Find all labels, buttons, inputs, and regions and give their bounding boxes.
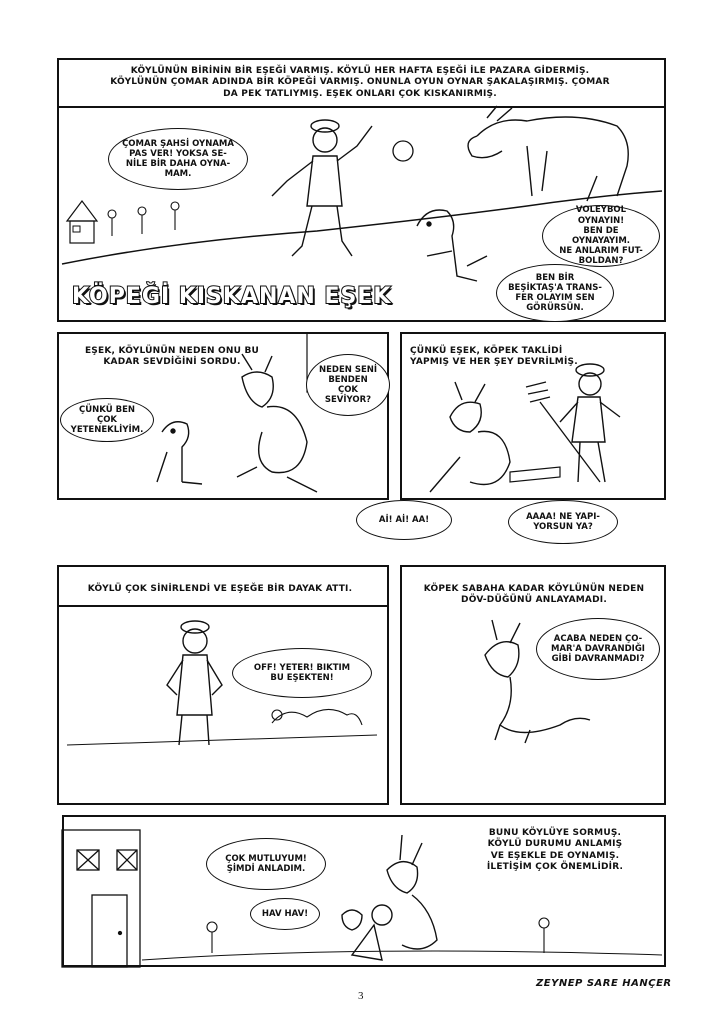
speech-bubble-villager: AAAA! NE YAPI- YORSUN YA? xyxy=(508,500,618,544)
author-name: ZEYNEP SARE HANÇER xyxy=(536,978,672,989)
speech-bubble-dog-transfer: BEN BİR BEŞİKTAŞ'A TRANS- FER OLAYIM SEN GÖRÜRSÜN. xyxy=(496,264,614,322)
villager-figure xyxy=(167,621,222,745)
panel-2-caption: EŞEK, KÖYLÜNÜN NEDEN ONU BU KADAR SEVDİĞİNİ SORDU. xyxy=(84,346,260,368)
speech-bubble-villager: ÇOK MUTLUYUM! ŞİMDİ ANLADIM. xyxy=(206,838,326,890)
speech-bubble-donkey: NEDEN SENİ BENDEN ÇOK SEVİYOR? xyxy=(306,354,390,416)
panel-3-caption: ÇÜNKÜ EŞEK, KÖPEK TAKLİDİ YAPMIŞ VE HER ŞEY DEVRİLMİŞ. xyxy=(410,346,578,368)
donkey-figure xyxy=(468,106,628,201)
panel-1-caption: KÖYLÜNÜN BİRİNİN BİR EŞEĞİ VARMIŞ. KÖYLÜ HER HAFTA EŞEĞİ İLE PAZARA GİDERMİŞ. KÖYLÜNÜN ÇOMAR ADINDA BİR KÖPEĞİ VARMIŞ. ONUNLA OYUN OYNAR ŞAKALAŞIRMIŞ. ÇOMAR DA PEK TATLIYMIŞ. EŞEK ONLARI ÇOK KISKANIRMIŞ. xyxy=(110,66,610,99)
speech-bubble-dog: ACABA NEDEN ÇO- MAR'A DAVRANDIĞI GİBİ DAVRANMADI? xyxy=(536,618,660,680)
panel-5-caption: KÖPEK SABAHA KADAR KÖYLÜNÜN NEDEN DÖV-DÜĞÜNÜ ANLAYAMADI. xyxy=(423,584,645,606)
speech-bubble-villager: ÇOMAR ŞAHSİ OYNAMA PAS VER! YOKSA SE- NİLE BİR DAHA OYNA- MAM. xyxy=(108,128,248,190)
barn-icon xyxy=(62,830,140,967)
donkey-figure xyxy=(430,382,510,492)
flowers-icon xyxy=(108,202,179,236)
panel-4-caption: KÖYLÜ ÇOK SİNİRLENDİ VE EŞEĞE BİR DAYAK ATTI. xyxy=(87,584,353,594)
dog-figure xyxy=(417,210,487,281)
house-icon xyxy=(67,201,97,243)
panel-4-illustration xyxy=(57,605,389,805)
villager-figure xyxy=(560,364,620,482)
comic-title: KÖPEĞİ KISKANAN EŞEK xyxy=(72,284,392,309)
donkey-figure xyxy=(237,354,317,492)
panel-5-illustration xyxy=(400,565,666,805)
bush-icon xyxy=(272,709,362,725)
dog-figure xyxy=(157,422,202,484)
page-number: 3 xyxy=(358,990,364,1002)
donkey-figure xyxy=(387,835,437,949)
ball-icon xyxy=(393,141,413,161)
panel-6-caption: BUNU KÖYLÜYE SORMUŞ. KÖYLÜ DURUMU ANLAMIŞ VE EŞEKLE DE OYNAMIŞ. İLETİŞİM ÇOK ÖNEMLİDİR. xyxy=(486,828,624,872)
speech-bubble-villager: OFF! YETER! BIKTIM BU EŞEKTEN! xyxy=(232,648,372,698)
speech-bubble-dog-volleyball: VOLEYBOL OYNAYIN! BEN DE OYNAYAYIM. NE ANLARIM FUT- BOLDAN? xyxy=(542,205,660,267)
dog-figure xyxy=(342,910,362,930)
villager-figure xyxy=(272,120,372,256)
fallen-logs xyxy=(510,467,560,482)
speech-bubble-donkey: Aİ! Aİ! AA! xyxy=(356,500,452,540)
panel-3-illustration xyxy=(400,332,666,500)
speech-bubble-dog: HAV HAV! xyxy=(250,898,320,930)
speech-bubble-dog: ÇÜNKÜ BEN ÇOK YETENEKLİYİM. xyxy=(60,398,154,442)
